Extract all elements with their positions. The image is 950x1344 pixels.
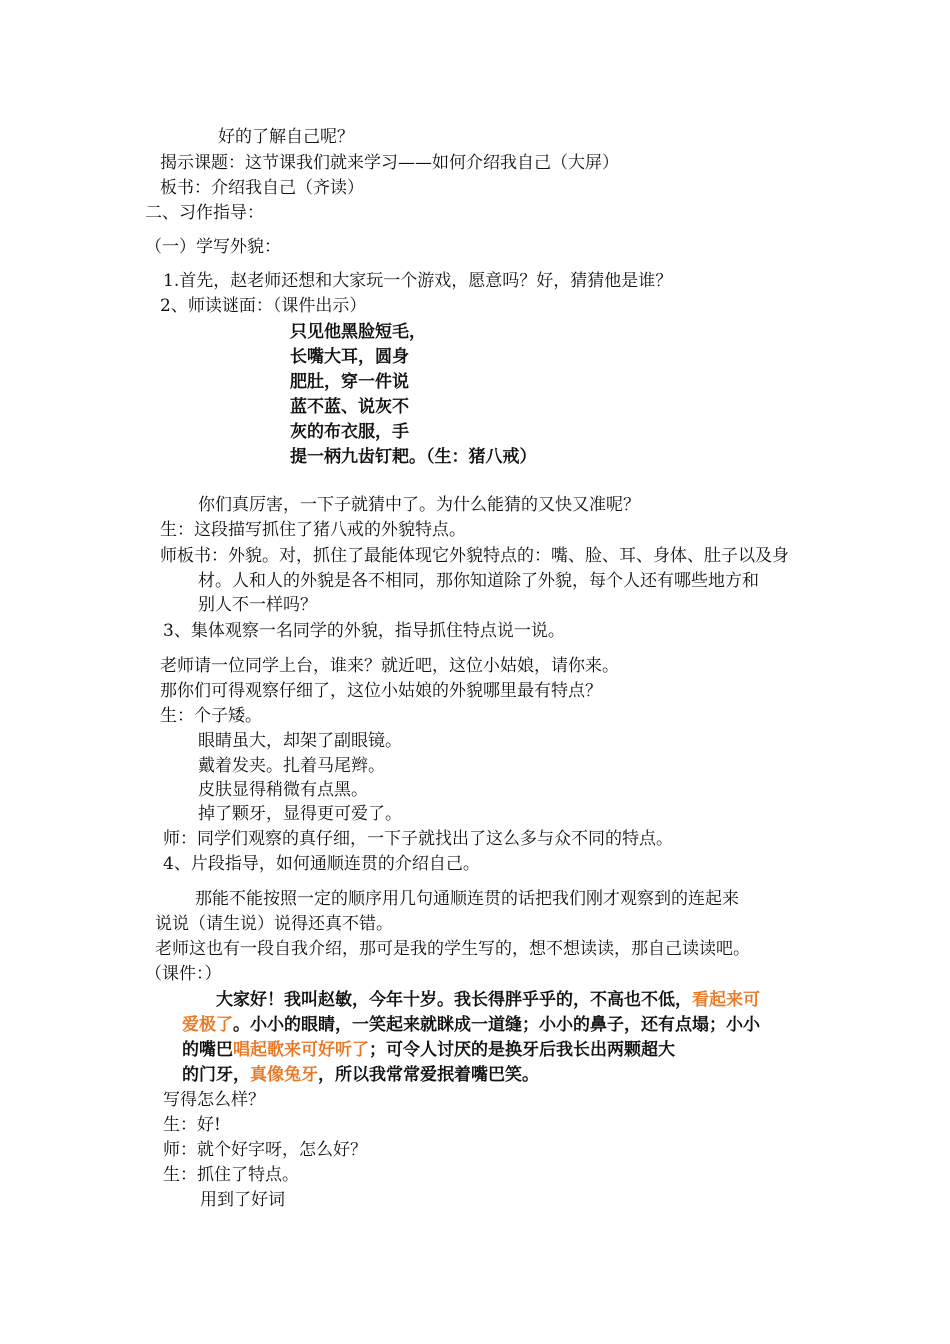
riddle-line: 长嘴大耳，圆身 [290, 347, 409, 367]
text-line: 戴着发夹。扎着马尾辫。 [198, 756, 385, 776]
text-line: 师板书：外貌。对，抓住了最能体现它外貌特点的：嘴、脸、耳、身体、肚子以及身 [160, 546, 789, 566]
sample-text: 的门牙， [182, 1065, 250, 1085]
sample-text: ，所以我常常爱抿着嘴巴笑。 [318, 1065, 539, 1085]
text-line: 老师这也有一段自我介绍，那可是我的学生写的，想不想读读，那自己读读吧。 [155, 939, 750, 959]
highlight-text: 看起来可 [692, 990, 760, 1010]
sample-paragraph-line [216, 989, 760, 1011]
sample-paragraph-line [182, 1064, 539, 1086]
sample-text: 大家好！我叫赵敏，今年十岁。我长得胖乎乎的，不高也不低， [216, 990, 692, 1010]
text-line: 眼睛虽大，却架了副眼镜。 [198, 731, 402, 751]
text-line: 好的了解自己呢？ [218, 127, 354, 147]
text-line: 3、集体观察一名同学的外貌，指导抓住特点说一说。 [163, 621, 565, 641]
riddle-line: 肥肚，穿一件说 [290, 372, 409, 392]
text-line: 皮肤显得稍微有点黑。 [198, 780, 368, 800]
text-line: 材。人和人的外貌是各不相同，那你知道除了外貌，每个人还有哪些地方和 [198, 571, 759, 591]
sample-text: ；可令人讨厌的是换牙后我长出两颗超大 [369, 1040, 675, 1060]
highlight-text: 真像兔牙 [250, 1065, 318, 1085]
text-line: 2、师读谜面：（课件出示） [160, 296, 367, 316]
sample-text: 的嘴巴 [182, 1040, 233, 1060]
text-line: 揭示课题：这节课我们就来学习——如何介绍我自己（大屏） [160, 153, 619, 173]
text-line: 写得怎么样？ [163, 1090, 265, 1110]
text-line: 板书：介绍我自己（齐读） [160, 178, 364, 198]
riddle-line: 只见他黑脸短毛， [290, 322, 426, 342]
text-line: 师：同学们观察的真仔细，一下子就找出了这么多与众不同的特点。 [163, 829, 673, 849]
sample-text: 。小小的眼睛，一笑起来就眯成一道缝；小小的鼻子，还有点塌；小小 [233, 1015, 760, 1035]
section-heading: 二、习作指导： [145, 203, 264, 223]
text-line: 别人不一样吗？ [198, 595, 317, 615]
text-line: 1.首先，赵老师还想和大家玩一个游戏，愿意吗？好，猜猜他是谁？ [163, 271, 673, 291]
text-line: 你们真厉害，一下子就猜中了。为什么能猜的又快又准呢？ [198, 495, 640, 515]
highlight-text: 唱起歌来可好听了 [233, 1040, 369, 1060]
text-line: 老师请一位同学上台，谁来？就近吧，这位小姑娘，请你来。 [160, 656, 619, 676]
riddle-line: 灰的布衣服，手 [290, 422, 409, 442]
text-line: 那你们可得观察仔细了，这位小姑娘的外貌哪里最有特点？ [160, 681, 602, 701]
text-line: 说说（请生说）说得还真不错。 [155, 914, 393, 934]
text-line: 师：就个好字呀，怎么好？ [163, 1140, 367, 1160]
text-line: 生：好! [163, 1115, 221, 1135]
text-line: 4、片段指导，如何通顺连贯的介绍自己。 [163, 854, 480, 874]
text-line: 生：个子矮。 [160, 706, 262, 726]
riddle-line: 蓝不蓝、说灰不 [290, 397, 409, 417]
text-line: 掉了颗牙，显得更可爱了。 [198, 804, 402, 824]
subsection-heading: （一）学写外貌： [145, 237, 281, 257]
sample-paragraph-line [182, 1039, 675, 1061]
text-line: 生：这段描写抓住了猪八戒的外貌特点。 [160, 520, 466, 540]
text-line: 那能不能按照一定的顺序用几句通顺连贯的话把我们刚才观察到的连起来 [195, 889, 739, 909]
text-line: 生：抓住了特点。 [163, 1165, 299, 1185]
highlight-text: 爱极了 [182, 1015, 233, 1035]
text-line: （课件：） [145, 964, 222, 984]
sample-paragraph-line [182, 1014, 760, 1036]
riddle-line: 提一柄九齿钉耙。（生：猪八戒） [290, 447, 537, 467]
text-line: 用到了好词 [200, 1190, 285, 1210]
